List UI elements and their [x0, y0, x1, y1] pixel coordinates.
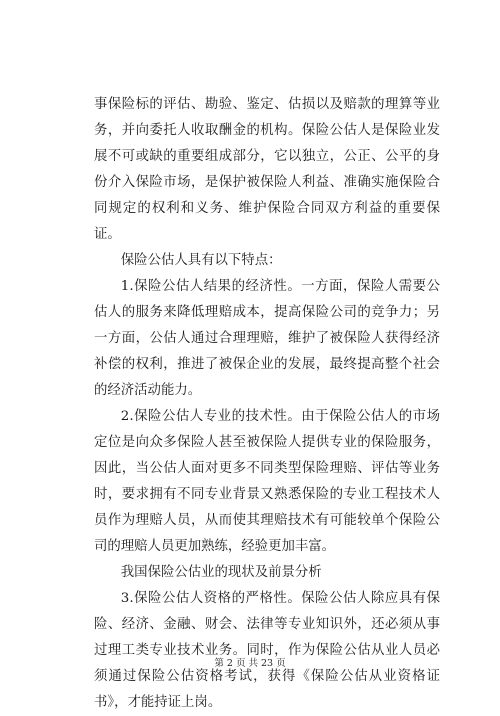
document-body — [94, 92, 440, 716]
section-heading: 我国保险公估业的现状及前景分析 — [120, 565, 322, 580]
paragraph: 3.保险公估人资格的严格性。保险公估人除应具有保险、经济、金融、财会、法律等专业知识外，还必须从事过理工类专业技术业务。同时，作为保险公估从业人员必须通过保险公估资格考试，获得《保险公估从业资格证书》，才能持证上岗。 — [94, 591, 440, 710]
paragraph: 事保险标的评估、勘验、鉴定、估损以及赔款的理算等业务，并向委托人收取酬金的机构。保险公估人是保险业发展不可或缺的重要组成部分，它以独立，公正、公平的身份介入保险市场，是保护被保险人利益、准确实施保险合同规定的权利和义务、维护保险合同双方利益的重要保证。 — [94, 97, 440, 242]
paragraph: 2.保险公估人专业的技术性。由于保险公估人的市场定位是向众多保险人甚至被保险人提供专业的保险服务，因此，当公估人面对更多不同类型保险理赔、评估等业务时，要求拥有不同专业背景又熟悉保险的专业工程技术人员作为理赔人员，从而使其理赔技术有可能较单个保险公司的理赔人员更加熟练，经验更加丰富。 — [94, 409, 440, 554]
page-footer: 第 2 页 共 23 页 — [214, 658, 286, 669]
paragraph: 保险公估人具有以下特点： — [120, 253, 282, 268]
paragraph: 1.保险公估人结果的经济性。一方面，保险人需要公估人的服务来降低理赔成本，提高保险公司的竞争力；另一方面，公估人通过合理理赔，维护了被保险人获得经济补偿的权利，推进了被保企业的发展，最终提高整个社会的经济活动能力。 — [94, 279, 440, 398]
